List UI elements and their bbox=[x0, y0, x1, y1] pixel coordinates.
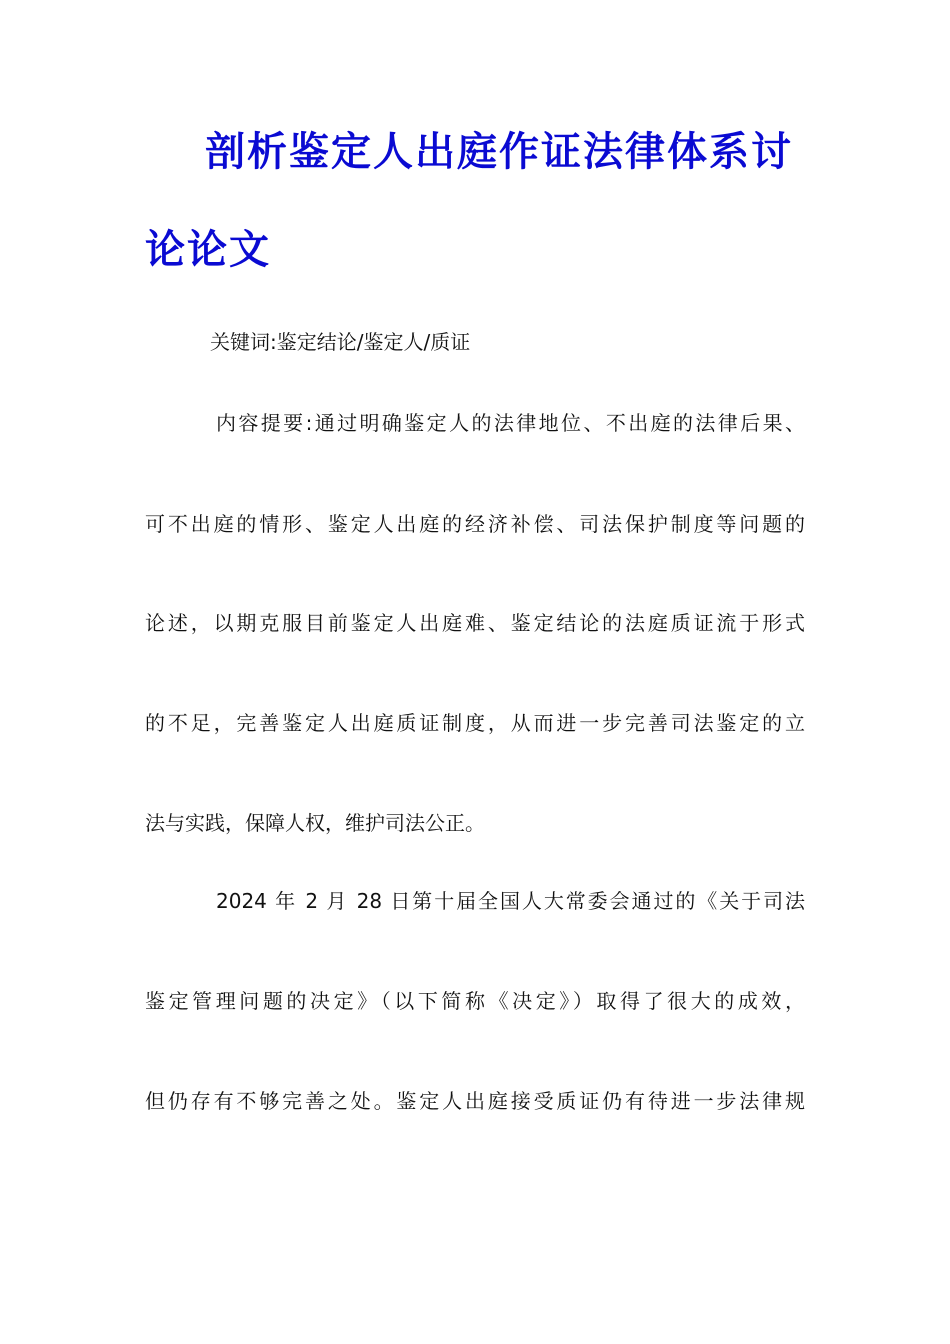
keywords-line: 关键词:鉴定结论/鉴定人/质证 bbox=[210, 330, 471, 354]
abstract-line-4: 的不足，完善鉴定人出庭质证制度，从而进一步完善司法鉴定的立 bbox=[145, 711, 805, 735]
document-title-line-1: 剖析鉴定人出庭作证法律体系讨 bbox=[205, 128, 793, 175]
abstract-line-1: 内容提要:通过明确鉴定人的法律地位、不出庭的法律后果、 bbox=[216, 411, 805, 435]
paragraph-line-1: 2024 年 2 月 28 日第十届全国人大常委会通过的《关于司法 bbox=[216, 889, 805, 913]
document-title-line-2: 论论文 bbox=[145, 226, 271, 273]
abstract-line-5: 法与实践，保障人权，维护司法公正。 bbox=[145, 811, 485, 835]
abstract-line-3: 论述，以期克服目前鉴定人出庭难、鉴定结论的法庭质证流于形式 bbox=[145, 611, 805, 635]
paragraph-line-3: 但仍存有不够完善之处。鉴定人出庭接受质证仍有待进一步法律规 bbox=[145, 1089, 805, 1113]
abstract-line-2: 可不出庭的情形、鉴定人出庭的经济补偿、司法保护制度等问题的 bbox=[145, 512, 805, 536]
paragraph-line-2: 鉴定管理问题的决定》（以下简称《决定》）取得了很大的成效， bbox=[145, 989, 805, 1013]
